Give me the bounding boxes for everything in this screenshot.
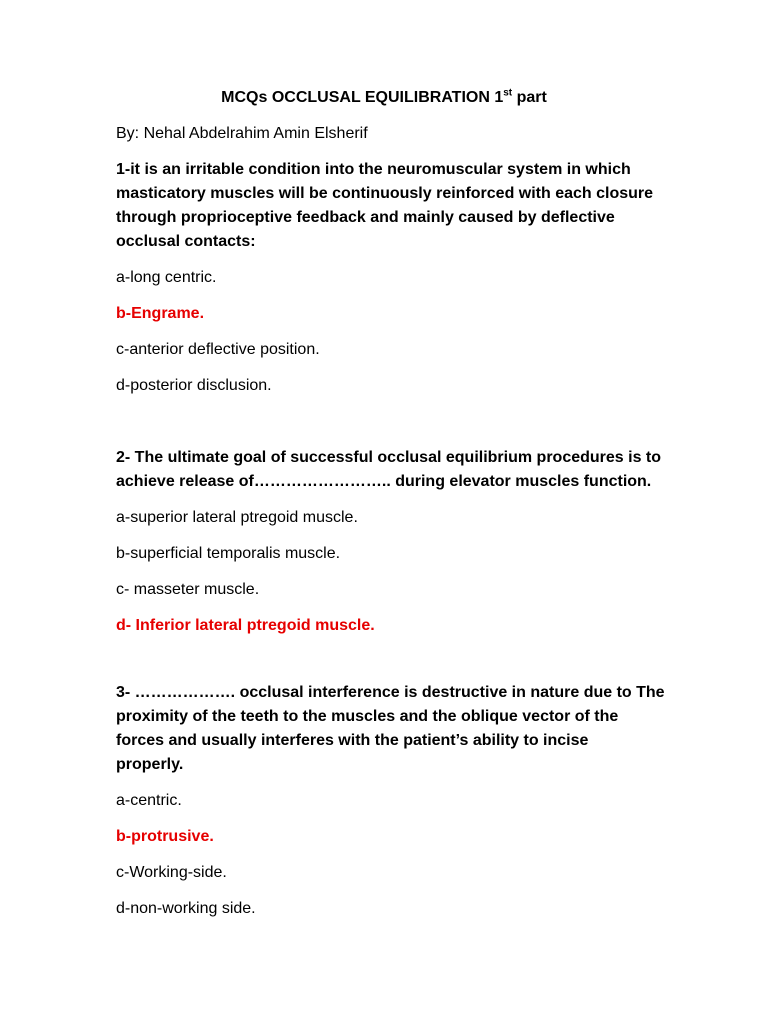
question-2-option-a: a-superior lateral ptregoid muscle. bbox=[116, 509, 358, 526]
question-1-stem-line: masticatory muscles will be continuously reinforced with each closure bbox=[116, 185, 654, 202]
question-2-option-c: c- masseter muscle. bbox=[116, 581, 260, 598]
author-line: By: Nehal Abdelrahim Amin Elsherif bbox=[116, 125, 368, 142]
question-2-stem-line: 2- The ultimate goal of successful occlusal equilibrium procedures is to bbox=[116, 449, 662, 466]
question-3-stem-line: 3- ………………. occlusal interference is destructive in nature due to The bbox=[116, 684, 665, 701]
title-tail: part bbox=[512, 89, 547, 106]
question-1-option-c: c-anterior deflective position. bbox=[116, 341, 320, 358]
question-3-option-a: a-centric. bbox=[116, 792, 182, 809]
document-title bbox=[0, 86, 768, 110]
question-3-stem-line: proximity of the teeth to the muscles and the oblique vector of the bbox=[116, 708, 619, 725]
question-2-option-d-correct: d- Inferior lateral ptregoid muscle. bbox=[116, 617, 375, 634]
question-2-stem-line: achieve release of…………………….. during elevator muscles function. bbox=[116, 473, 652, 490]
title-superscript: st bbox=[503, 87, 513, 99]
question-1-option-d: d-posterior disclusion. bbox=[116, 377, 272, 394]
question-1-stem-line: through proprioceptive feedback and mainly caused by deflective bbox=[116, 209, 615, 226]
question-3-stem-line: properly. bbox=[116, 756, 184, 773]
question-3-option-d: d-non-working side. bbox=[116, 900, 256, 917]
title-text: MCQs OCCLUSAL EQUILIBRATION 1 bbox=[221, 89, 504, 106]
question-1-option-b-correct: b-Engrame. bbox=[116, 305, 205, 322]
question-2-option-b: b-superficial temporalis muscle. bbox=[116, 545, 341, 562]
question-1-stem-line: occlusal contacts: bbox=[116, 233, 256, 250]
question-3-option-b-correct: b-protrusive. bbox=[116, 828, 214, 845]
question-3-option-c: c-Working-side. bbox=[116, 864, 227, 881]
question-1-option-a: a-long centric. bbox=[116, 269, 217, 286]
question-1-stem-line: 1-it is an irritable condition into the neuromuscular system in which bbox=[116, 161, 631, 178]
question-3-stem-line: forces and usually interferes with the patient’s ability to incise bbox=[116, 732, 589, 749]
